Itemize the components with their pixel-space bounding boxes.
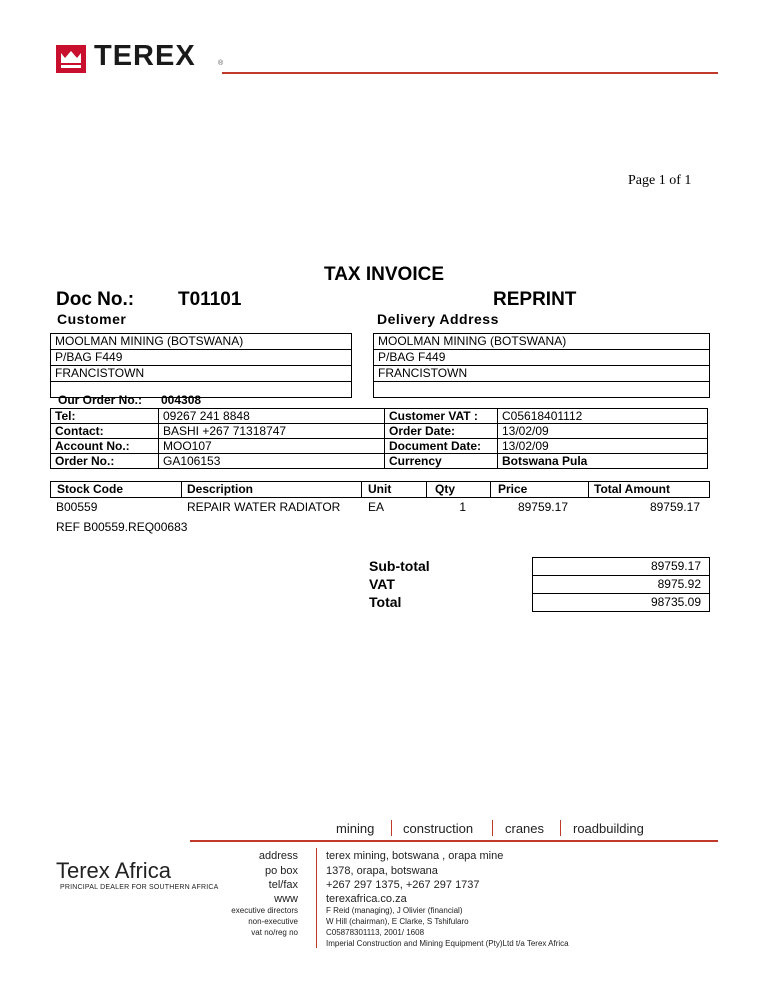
item-description: REPAIR WATER RADIATOR [187,500,341,514]
vat-label: VAT [369,576,395,592]
customer-address-line: FRANCISTOWN [51,366,351,382]
our-order-label: Our Order No.: [58,393,143,407]
footer-vat-value: C05878301113, 2001/ 1608 [326,928,425,937]
table-row [51,424,708,439]
order-date-value: 13/02/09 [498,424,708,439]
vat-value: 8975.92 [533,576,709,594]
document-date-value: 13/02/09 [498,439,708,454]
footer-telfax-value: +267 297 1375, +267 297 1737 [326,879,480,891]
footer-www-label: www [274,893,298,905]
item-price: 89759.17 [517,500,568,514]
items-header [50,481,710,498]
division-separator [391,820,392,836]
item-reference: REF B00559.REQ00683 [56,520,188,534]
division-roadbuilding: roadbuilding [573,821,644,836]
our-order-value: 004308 [161,393,202,407]
footer-address-value: terex mining, botswana , orapa mine [326,850,504,862]
currency-value: Botswana Pula [498,454,708,469]
delivery-address-box [373,333,710,398]
footer-www-value: terexafrica.co.za [326,893,407,905]
customer-address-box [50,333,352,398]
table-row [51,439,708,454]
table-row [51,409,708,424]
brand-mark: ® [218,60,224,67]
contact-value: BASHI +267 71318747 [159,424,385,439]
subtotal-value: 89759.17 [533,558,709,576]
page-indicator: Page 1 of 1 [628,173,692,188]
col-divider [361,482,362,497]
account-label: Account No.: [51,439,159,454]
item-unit: EA [368,500,385,514]
item-total: 89759.17 [649,500,700,514]
footer-vat-label: vat no/reg no [251,928,298,937]
col-divider [490,482,491,497]
delivery-address-line: MOOLMAN MINING (BOTSWANA) [374,334,709,350]
subtotal-label: Sub-total [369,558,430,574]
order-no-value: GA106153 [159,454,385,469]
tel-value: 09267 241 8848 [159,409,385,424]
reprint-status: REPRINT [493,289,577,310]
document-date-label: Document Date: [385,439,498,454]
order-info-table [50,408,708,469]
currency-label: Currency [385,454,498,469]
account-value: MOO107 [159,439,385,454]
division-separator [560,820,561,836]
item-stock-code: B00559 [56,500,98,514]
division-construction: construction [403,821,474,836]
customer-label: Customer [57,311,127,327]
order-no-label: Order No.: [51,454,159,469]
doc-no-value: T01101 [178,289,242,310]
item-qty: 1 [459,500,466,514]
col-divider [426,482,427,497]
footer-telfax-label: tel/fax [268,879,298,891]
col-price: Price [498,482,528,496]
footer-tagline: PRINCIPAL DEALER FOR SOUTHERN AFRICA [60,884,219,891]
total-label: Total [369,594,402,610]
col-total: Total Amount [594,482,670,496]
header-rule [222,72,718,74]
division-separator [492,820,493,836]
delivery-address-line: P/BAG F449 [374,350,709,366]
total-value: 98735.09 [650,595,701,609]
footer-divider [316,848,317,948]
document-title: TAX INVOICE [324,264,444,285]
order-date-label: Order Date: [385,424,498,439]
terex-logo-icon [56,45,86,73]
footer-exec-value: F Reid (managing), J Olivier (financial) [326,906,463,915]
delivery-address-line: FRANCISTOWN [374,366,709,382]
footer-pobox-label: po box [264,865,298,877]
footer-address-label: address [258,850,298,862]
customer-vat-value: C05618401112 [498,409,708,424]
customer-vat-label: Customer VAT : [385,409,498,424]
totals-box [532,557,710,612]
footer-company-name: Terex Africa [56,858,171,883]
contact-label: Contact: [51,424,159,439]
table-row [51,454,708,469]
delivery-address-line [374,382,709,397]
tel-label: Tel: [51,409,159,424]
col-description: Description [187,482,254,496]
doc-no-label: Doc No.: [56,289,135,310]
division-mining: mining [336,821,375,836]
col-qty: Qty [435,482,456,496]
customer-address-line: MOOLMAN MINING (BOTSWANA) [51,334,351,350]
footer-rule [190,840,718,842]
customer-address-line: P/BAG F449 [51,350,351,366]
col-unit: Unit [368,482,392,496]
brand-name: TEREX [94,40,196,72]
footer-legal-name: Imperial Construction and Mining Equipment (Pty)Ltd t/a Terex Africa [326,939,569,948]
footer-nonexec-label: non-executive [248,917,298,926]
delivery-label: Delivery Address [377,311,499,327]
footer-exec-label: executive directors [231,906,298,915]
footer-nonexec-value: W Hill (chairman), E Clarke, S Tshifularo [326,917,469,926]
col-divider [181,482,182,497]
col-stock-code: Stock Code [57,482,124,496]
col-divider [588,482,589,497]
division-cranes: cranes [505,821,545,836]
footer-pobox-value: 1378, orapa, botswana [326,865,438,877]
